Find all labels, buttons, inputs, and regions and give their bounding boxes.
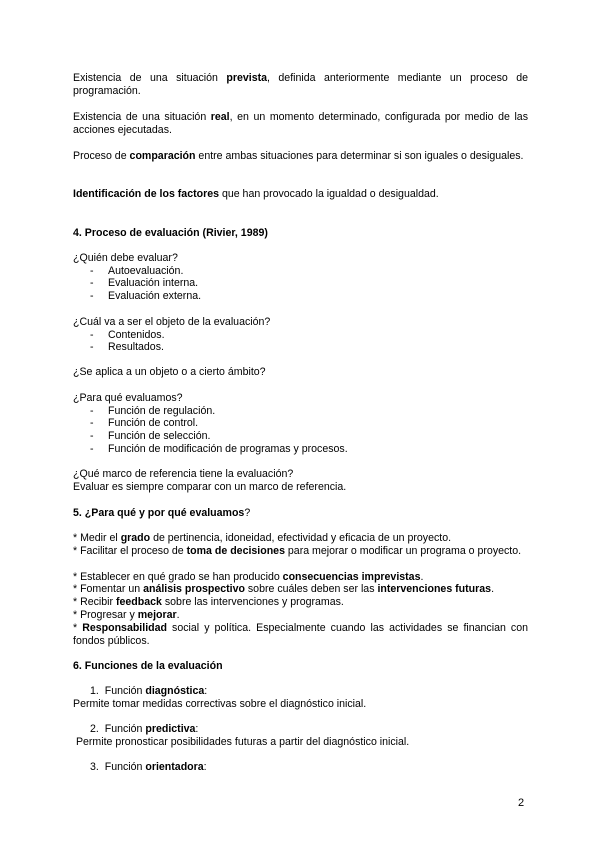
- list-item: - Contenidos.: [90, 329, 165, 341]
- paragraph-comparacion: Proceso de comparación entre ambas situaciones para determinar si son iguales o desiguales.: [73, 150, 524, 162]
- section-4-heading: 4. Proceso de evaluación (Rivier, 1989): [73, 227, 268, 239]
- function-predictiva-desc: Permite pronosticar posibilidades futuras a partir del diagnóstico inicial.: [73, 736, 410, 748]
- bullet-mejorar: * Progresar y mejorar.: [73, 609, 180, 621]
- bullet-imprevistas: * Establecer en qué grado se han producido consecuencias imprevistas.: [73, 571, 424, 583]
- bullet-prospectivo: * Fomentar un análisis prospectivo sobre cuáles deben ser las intervenciones futuras.: [73, 583, 495, 595]
- bullet-decisiones: * Facilitar el proceso de toma de decisiones para mejorar o modificar un programa o proyecto.: [73, 545, 522, 557]
- list-item: - Resultados.: [90, 341, 164, 353]
- question-objeto: ¿Cuál va a ser el objeto de la evaluación?: [73, 316, 271, 328]
- paragraph-prevista: Existencia de una situación prevista, definida anteriormente mediante un proceso de programación.: [73, 72, 528, 97]
- bullet-grado: * Medir el grado de pertinencia, idoneidad, efectividad y eficacia de un proyecto.: [73, 532, 452, 544]
- answer-marco: Evaluar es siempre comparar con un marco de referencia.: [73, 481, 347, 493]
- list-item: - Función de selección.: [90, 430, 211, 442]
- question-quien: ¿Quién debe evaluar?: [73, 252, 178, 264]
- question-para-que: ¿Para qué evaluamos?: [73, 392, 183, 404]
- bullet-responsabilidad: * Responsabilidad social y política. Especialmente cuando las actividades se financian con fondos públicos.: [73, 622, 528, 647]
- list-item: - Función de control.: [90, 417, 199, 429]
- section-6-heading: 6. Funciones de la evaluación: [73, 660, 223, 672]
- list-item: - Función de modificación de programas y procesos.: [90, 443, 348, 455]
- bullet-feedback: * Recibir feedback sobre las intervenciones y programas.: [73, 596, 344, 608]
- function-diagnostica: 1. Función diagnóstica:: [90, 685, 208, 697]
- question-marco: ¿Qué marco de referencia tiene la evaluación?: [73, 468, 294, 480]
- paragraph-real: Existencia de una situación real, en un momento determinado, configurada por medio de las acciones ejecutadas.: [73, 111, 528, 136]
- list-item: - Autoevaluación.: [90, 265, 184, 277]
- function-diagnostica-desc: Permite tomar medidas correctivas sobre el diagnóstico inicial.: [73, 698, 367, 710]
- question-ambito: ¿Se aplica a un objeto o a cierto ámbito?: [73, 366, 266, 378]
- list-item: - Evaluación externa.: [90, 290, 202, 302]
- function-orientadora: 3. Función orientadora:: [90, 761, 207, 773]
- list-item: - Evaluación interna.: [90, 277, 199, 289]
- paragraph-factores: Identificación de los factores que han provocado la igualdad o desigualdad.: [73, 188, 439, 200]
- list-item: - Función de regulación.: [90, 405, 216, 417]
- page-number: 2: [518, 797, 525, 809]
- function-predictiva: 2. Función predictiva:: [90, 723, 199, 735]
- section-5-heading: 5. ¿Para qué y por qué evaluamos?: [73, 507, 251, 519]
